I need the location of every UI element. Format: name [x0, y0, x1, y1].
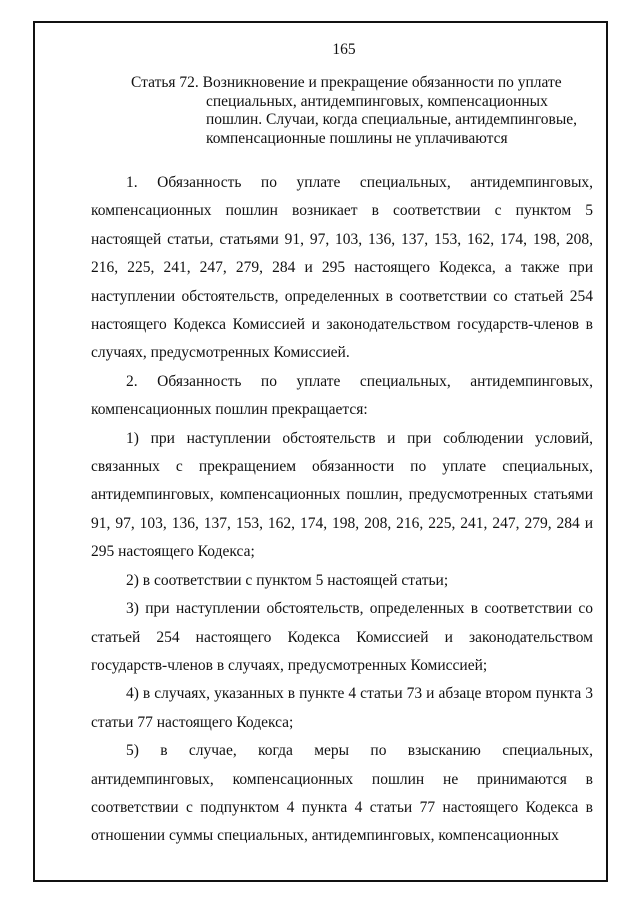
paragraph-subclause-5: 5) в случае, когда меры по взысканию специальных, антидемпинговых, компенсационных пошлин не принимаются в соответствии с подпунктом 4 пункта 4 статьи 77 настоящего Кодекса в отношении суммы специальных, антидемпинговых, компенсационных — [91, 742, 593, 845]
heading-line: Статья 72. Возникновение и прекращение обязанности по уплате — [131, 74, 562, 91]
page-number: 165 — [332, 41, 356, 58]
paragraph-clause-1: 1. Обязанность по уплате специальных, антидемпинговых, компенсационных пошлин возникает в соответствии с пунктом 5 настоящей статьи, статьями 91, 97, 103, 136, 137, 153, 162, 174, 198, 208, 216, 225, 241, 247, 279, 284 и 295 настоящего Кодекса, а также при наступлении обстоятельств, определенных в соответствии со статьей 254 настоящего Кодекса Комиссией и законодательством государств-членов в случаях, предусмотренных Комиссией. — [91, 174, 593, 362]
paragraph-clause-2: 2. Обязанность по уплате специальных, антидемпинговых, компенсационных пошлин прекращается: — [91, 372, 593, 419]
paragraph-subclause-3: 3) при наступлении обстоятельств, определенных в соответствии со статьей 254 настоящего Кодекса Комиссией и законодательством государств-членов в случаях, предусмотренных Комиссией; — [91, 600, 593, 674]
article-heading — [131, 74, 589, 148]
heading-line: специальных, антидемпинговых, компенсационных — [206, 92, 548, 110]
paragraph-subclause-1: 1) при наступлении обстоятельств и при соблюдении условий, связанных с прекращением обязанности по уплате специальных, антидемпинговых, компенсационных пошлин, предусмотренных статьями 91, 97, 103, 136, 137, 153, 162, 174, 198, 208, 216, 225, 241, 247, 279, 284 и 295 настоящего Кодекса; — [91, 429, 593, 561]
heading-line: пошлин. Случаи, когда специальные, антидемпинговые, — [206, 111, 578, 128]
paragraph-subclause-2: 2) в соответствии с пунктом 5 настоящей статьи; — [126, 571, 449, 589]
heading-line: компенсационные пошлины не уплачиваются — [206, 129, 508, 147]
page-content — [91, 40, 593, 851]
paragraph-subclause-4: 4) в случаях, указанных в пункте 4 статьи 73 и абзаце втором пункта 3 статьи 77 настоящего Кодекса; — [91, 685, 593, 731]
